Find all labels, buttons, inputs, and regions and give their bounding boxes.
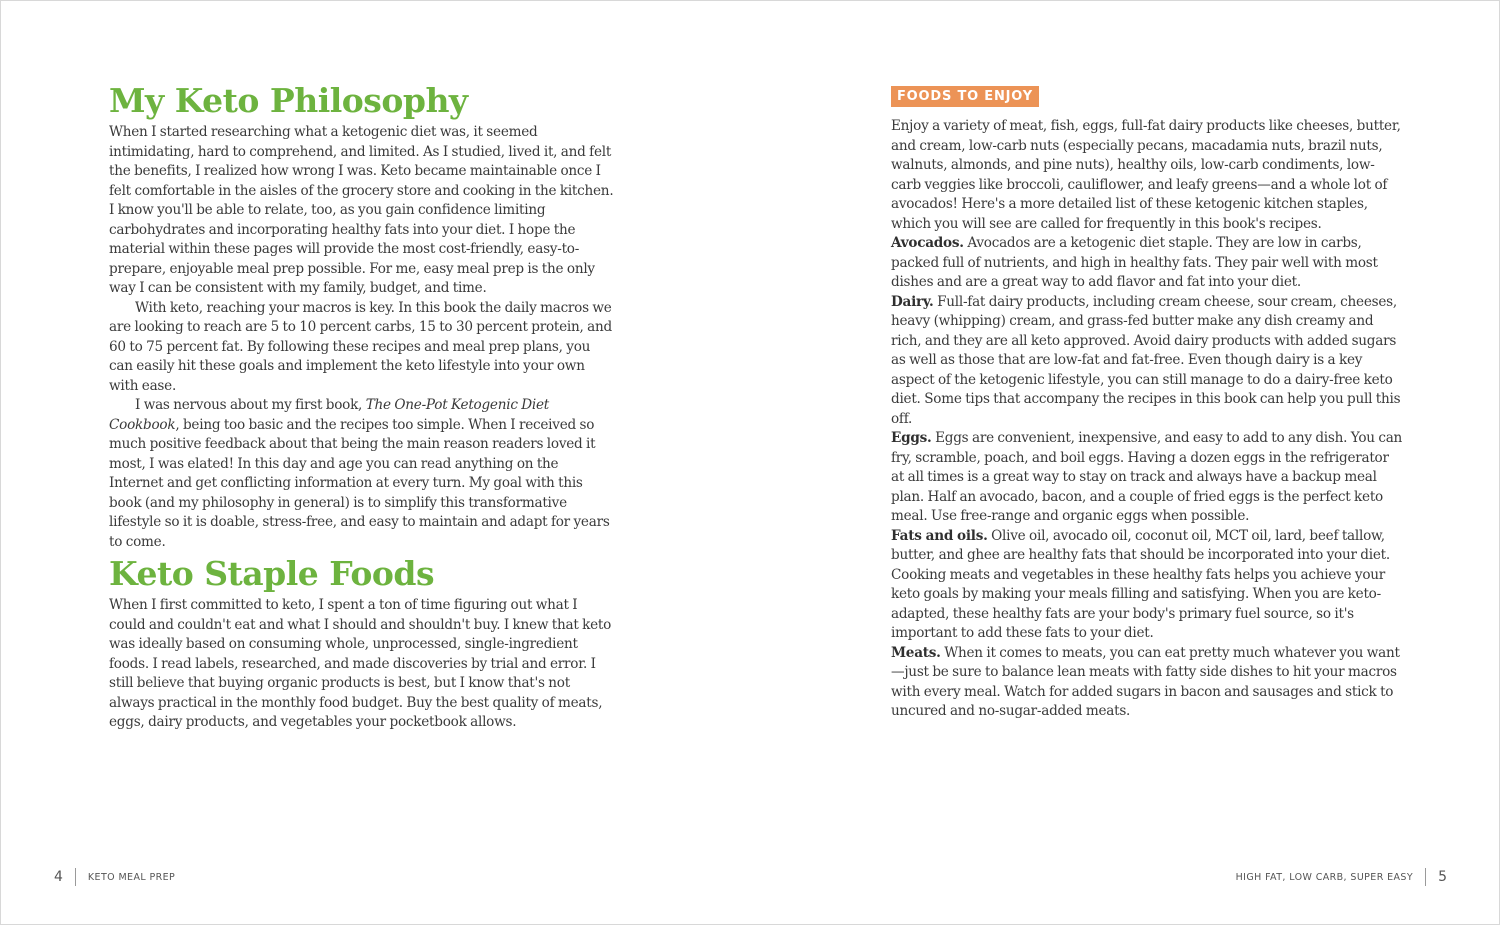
book-title-italic: The One-Pot Ketogenic Diet Cookbook xyxy=(109,397,550,433)
page-number-left: 4 xyxy=(54,869,63,885)
food-description: When it comes to meats, you can eat pretty much whatever you want—just be sure to balance lean meats with fatty side dishes to hit your macros with every meal. Watch for added sugars in bacon and sausages and stick to uncured and no-sugar-added meats. xyxy=(891,644,1400,719)
food-entry-dairy xyxy=(891,293,1403,430)
running-title-left: KETO MEAL PREP xyxy=(87,871,176,883)
left-footer xyxy=(54,867,175,887)
food-term: Fats and oils. xyxy=(891,527,988,544)
food-description: Eggs are convenient, inexpensive, and easy to add to any dish. You can fry, scramble, poach, and boil eggs. Having a dozen eggs in the refrigerator at all times is a great way to stay on track and always have a backup meal plan. Half an avocado, bacon, and a couple of fried eggs is the perfect keto meal. Use free-range and organic eggs when possible. xyxy=(891,430,1403,524)
philosophy-paragraph-3 xyxy=(109,396,615,552)
left-column xyxy=(109,79,615,733)
right-footer xyxy=(1236,867,1447,887)
food-description: Full-fat dairy products, including cream cheese, sour cream, cheeses, heavy (whipping) cream, and grass-fed butter make any dish creamy and rich, and they are all keto approved. Avoid dairy products with added sugars as well as those that are low-fat and fat-free. Even though dairy is a key aspect of the ketogenic lifestyle, you can still manage to do a dairy-free keto diet. Some tips that accompany the recipes in this book can help you pull this off. xyxy=(891,293,1401,427)
foods-to-enjoy-badge: FOODS TO ENJOY xyxy=(891,86,1039,107)
philosophy-paragraph-1: When I started researching what a ketogenic diet was, it seemed intimidating, hard to comprehend, and limited. As I studied, lived it, and felt the benefits, I realized how wrong I was. Keto became maintainable once I felt comfortable in the aisles of the grocery store and cooking in the kitchen. I know you'll be able to relate, too, as you gain confidence limiting carbohydrates and incorporating healthy fats into your diet. I hope the material within these pages will provide the most cost-friendly, easy-to-prepare, enjoyable meal prep possible. For me, easy meal prep is the only way I can be consistent with my family, budget, and time. xyxy=(109,124,614,296)
philosophy-paragraph-3-start: I was nervous about my first book, xyxy=(135,397,366,413)
footer-divider-right xyxy=(1425,868,1426,886)
footer-divider-left xyxy=(75,868,76,886)
food-term: Meats. xyxy=(891,644,941,661)
page-number-right: 5 xyxy=(1438,869,1447,885)
food-term: Avocados. xyxy=(891,235,964,251)
food-entry-fats-and-oils xyxy=(891,527,1403,644)
food-description: Avocados are a ketogenic diet staple. They are low in carbs, packed full of nutrients, and high in healthy fats. They pair well with most dishes and are a great way to add flavor and fat into your diet. xyxy=(891,235,1378,290)
philosophy-paragraph-2: With keto, reaching your macros is key. In this book the daily macros we are looking to reach are 5 to 10 percent carbs, 15 to 30 percent protein, and 60 to 75 percent fat. By following these recipes and meal prep plans, you can easily hit these goals and implement the keto lifestyle into your own with ease. xyxy=(109,299,612,394)
heading-keto-staple-foods: Keto Staple Foods xyxy=(109,554,435,593)
right-page xyxy=(751,1,1500,926)
food-term: Dairy. xyxy=(891,293,934,310)
heading-my-keto-philosophy: My Keto Philosophy xyxy=(109,81,468,120)
food-description: Olive oil, avocado oil, coconut oil, MCT oil, lard, beef tallow, butter, and ghee are healthy fats that should be incorporated into your diet. Cooking meats and vegetables in these healthy fats helps you achieve your keto goals by making your meals filling and satisfying. When you are keto-adapted, these healthy fats are your body's primary fuel source, so it's important to add these fats to your diet. xyxy=(891,527,1390,641)
food-term: Eggs. xyxy=(891,430,932,446)
philosophy-paragraph-3-end: , being too basic and the recipes too simple. When I received so much positive feedback about that being the main reason readers loved it most, I was elated! In this day and age you can read anything on the Internet and get conflicting information at every turn. My goal with this book (and my philosophy in general) is to simplify this transformative lifestyle so it is doable, stress-free, and easy to maintain and adapt for years to come. xyxy=(109,416,610,550)
food-entry-avocados xyxy=(891,234,1403,293)
staple-foods-paragraph: When I first committed to keto, I spent a ton of time figuring out what I could and couldn't eat and what I should and shouldn't buy. I knew that keto was ideally based on consuming whole, unprocessed, single-ingredient foods. I read labels, researched, and made discoveries by trial and error. I still believe that buying organic products is best, but I know that's not always practical in the monthly food budget. Buy the best quality of meats, eggs, dairy products, and vegetables your pocketbook allows. xyxy=(109,597,612,730)
food-entry-eggs xyxy=(891,429,1403,527)
running-title-right: HIGH FAT, LOW CARB, SUPER EASY xyxy=(1235,871,1414,883)
food-entry-meats xyxy=(891,644,1403,722)
left-page xyxy=(1,1,751,926)
foods-intro-paragraph: Enjoy a variety of meat, fish, eggs, full-fat dairy products like cheeses, butter, and cream, low-carb nuts (especially pecans, macadamia nuts, brazil nuts, walnuts, almonds, and pine nuts), healthy oils, low-carb condiments, low-carb veggies like broccoli, cauliflower, and leafy greens—and a whole lot of avocados! Here's a more detailed list of these ketogenic kitchen staples, which you will see are called for frequently in this book's recipes. xyxy=(891,118,1401,232)
right-column xyxy=(891,85,1403,722)
